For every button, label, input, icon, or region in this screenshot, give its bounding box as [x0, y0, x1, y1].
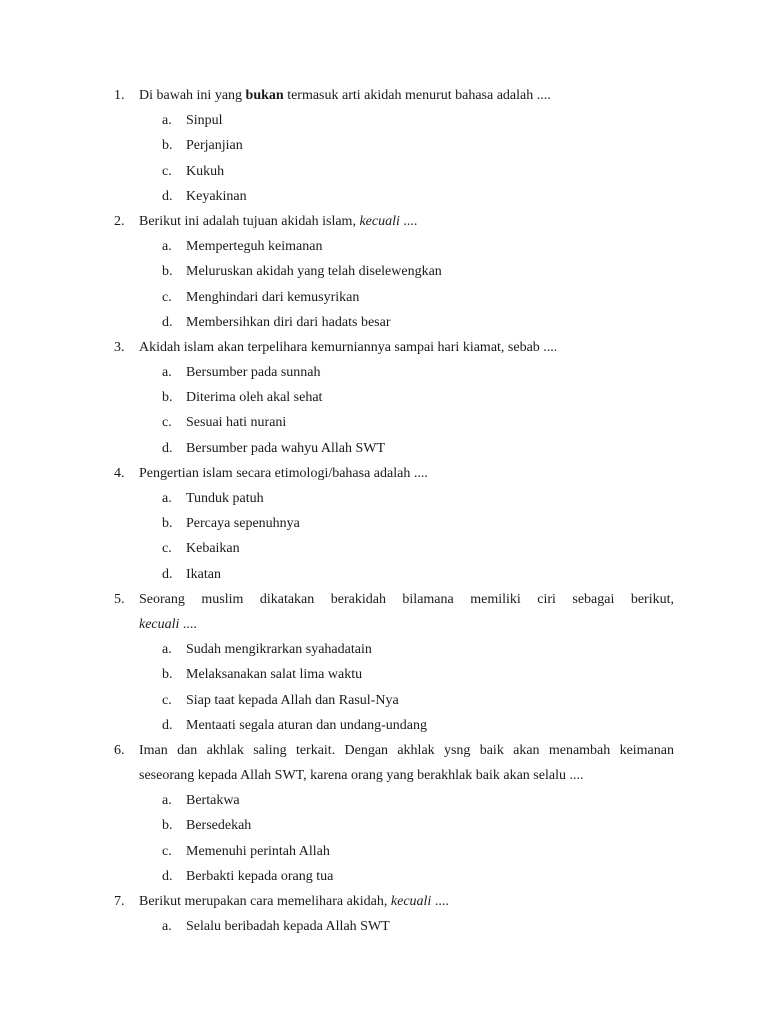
- option-letter: b.: [162, 818, 173, 834]
- option-letter: d.: [162, 188, 173, 204]
- question-line: [0, 738, 768, 763]
- option-text: Keyakinan: [186, 188, 247, 204]
- answer-option: [0, 234, 768, 259]
- answer-option: [0, 486, 768, 511]
- option-text: Diterima oleh akal sehat: [186, 390, 323, 406]
- question-line-continued: [0, 763, 768, 788]
- option-letter: a.: [162, 239, 172, 255]
- option-letter: c.: [162, 415, 172, 431]
- text-segment: Seorang muslim dikatakan berakidah bilamana memiliki ciri sebagai berikut,: [139, 591, 674, 607]
- option-letter: a.: [162, 793, 172, 809]
- emphasis-bold: bukan: [245, 88, 284, 103]
- answer-option: [0, 436, 768, 461]
- option-text: Sudah mengikrarkan syahadatain: [186, 642, 372, 658]
- option-letter: b.: [162, 667, 173, 683]
- answer-option: [0, 713, 768, 738]
- question-text: [139, 587, 674, 612]
- text-segment: seseorang kepada Allah SWT, karena orang yang berakhlak baik akan selalu ....: [139, 768, 584, 784]
- answer-option: [0, 310, 768, 335]
- option-letter: c.: [162, 843, 172, 859]
- question-1: [0, 83, 768, 209]
- question-line: [0, 461, 768, 486]
- text-segment: Iman dan akhlak saling terkait. Dengan akhlak ysng baik akan menambah keimanan: [139, 742, 674, 758]
- text-segment: ....: [399, 213, 418, 229]
- answer-option: [0, 864, 768, 889]
- question-text: [139, 763, 583, 788]
- question-text: [139, 889, 449, 914]
- answer-option: [0, 285, 768, 310]
- question-line: [0, 889, 768, 914]
- question-number: 5.: [114, 591, 125, 607]
- answer-option: [0, 410, 768, 435]
- option-letter: b.: [162, 138, 173, 154]
- document-page: [0, 83, 768, 939]
- option-letter: c.: [162, 289, 172, 305]
- option-text: Berbakti kepada orang tua: [186, 868, 334, 884]
- option-letter: c.: [162, 163, 172, 179]
- emphasis-italic: kecuali: [139, 616, 180, 632]
- option-letter: d.: [162, 566, 173, 582]
- option-letter: d.: [162, 314, 173, 330]
- option-letter: b.: [162, 516, 173, 532]
- option-text: Selalu beribadah kepada Allah SWT: [186, 919, 390, 935]
- option-letter: a.: [162, 365, 172, 381]
- option-text: Perjanjian: [186, 138, 243, 154]
- option-letter: a.: [162, 642, 172, 658]
- question-text: [139, 83, 551, 108]
- text-segment: Akidah islam akan terpelihara kemurniannya sampai hari kiamat, sebab ....: [139, 339, 558, 355]
- answer-option: [0, 839, 768, 864]
- answer-option: [0, 184, 768, 209]
- question-line: [0, 83, 768, 108]
- question-number: 3.: [114, 339, 125, 355]
- option-letter: d.: [162, 868, 173, 884]
- question-text: [139, 335, 557, 360]
- answer-option: [0, 108, 768, 133]
- option-letter: c.: [162, 541, 172, 557]
- answer-option: [0, 813, 768, 838]
- option-text: Memenuhi perintah Allah: [186, 843, 330, 859]
- option-letter: a.: [162, 491, 172, 506]
- question-text: [139, 461, 428, 486]
- answer-option: [0, 637, 768, 662]
- question-number: 4.: [114, 465, 125, 481]
- question-line-continued: [0, 612, 768, 637]
- option-text: Kukuh: [186, 163, 225, 179]
- option-text: Bersedekah: [186, 818, 252, 834]
- text-segment: ....: [431, 894, 449, 909]
- question-number: 1.: [114, 88, 125, 103]
- question-text: [139, 738, 674, 763]
- option-letter: b.: [162, 264, 173, 280]
- answer-option: [0, 562, 768, 587]
- question-line: [0, 335, 768, 360]
- question-5: [0, 587, 768, 738]
- question-text: [139, 209, 417, 234]
- text-segment: Pengertian islam secara etimologi/bahasa adalah ....: [139, 465, 428, 481]
- answer-option: [0, 688, 768, 713]
- option-letter: c.: [162, 692, 172, 708]
- option-text: Bersumber pada wahyu Allah SWT: [186, 440, 386, 456]
- question-number: 6.: [114, 742, 125, 758]
- text-segment: Berikut merupakan cara memelihara akidah,: [139, 894, 391, 909]
- text-segment: termasuk arti akidah menurut bahasa adalah ....: [283, 88, 551, 103]
- option-letter: d.: [162, 440, 173, 456]
- question-text: [139, 612, 197, 637]
- option-text: Membersihkan diri dari hadats besar: [186, 314, 391, 330]
- answer-option: [0, 133, 768, 158]
- answer-option: [0, 360, 768, 385]
- option-text: Bersumber pada sunnah: [186, 365, 321, 381]
- answer-option: [0, 259, 768, 284]
- option-text: Sinpul: [186, 113, 223, 129]
- answer-option: [0, 536, 768, 561]
- option-letter: a.: [162, 113, 172, 129]
- emphasis-italic: kecuali: [359, 213, 400, 229]
- question-line: [0, 587, 768, 612]
- option-text: Tunduk patuh: [186, 491, 264, 506]
- option-letter: a.: [162, 919, 172, 935]
- option-text: Meluruskan akidah yang telah diselewengkan: [186, 264, 442, 280]
- question-number: 7.: [114, 894, 125, 909]
- question-4: [0, 461, 768, 587]
- option-text: Menghindari dari kemusyrikan: [186, 289, 360, 305]
- text-segment: Berikut ini adalah tujuan akidah islam,: [139, 213, 360, 229]
- option-text: Ikatan: [186, 566, 221, 582]
- answer-option: [0, 511, 768, 536]
- answer-option: [0, 385, 768, 410]
- question-3: [0, 335, 768, 461]
- option-letter: b.: [162, 390, 173, 406]
- option-text: Sesuai hati nurani: [186, 415, 287, 431]
- option-letter: d.: [162, 717, 173, 733]
- answer-option: [0, 159, 768, 184]
- answer-option: [0, 662, 768, 687]
- option-text: Bertakwa: [186, 793, 240, 809]
- question-number: 2.: [114, 213, 125, 229]
- text-segment: Di bawah ini yang: [139, 88, 246, 103]
- option-text: Mentaati segala aturan dan undang-undang: [186, 717, 428, 733]
- question-6: [0, 738, 768, 889]
- answer-option: [0, 788, 768, 813]
- option-text: Siap taat kepada Allah dan Rasul-Nya: [186, 692, 399, 708]
- option-text: Memperteguh keimanan: [186, 239, 323, 255]
- option-text: Kebaikan: [186, 541, 240, 557]
- answer-option: [0, 914, 768, 939]
- text-segment: ....: [179, 616, 197, 632]
- question-line: [0, 209, 768, 234]
- question-2: [0, 209, 768, 335]
- option-text: Melaksanakan salat lima waktu: [186, 667, 363, 683]
- question-7: [0, 889, 768, 939]
- emphasis-italic: kecuali: [390, 894, 432, 909]
- option-text: Percaya sepenuhnya: [186, 516, 300, 532]
